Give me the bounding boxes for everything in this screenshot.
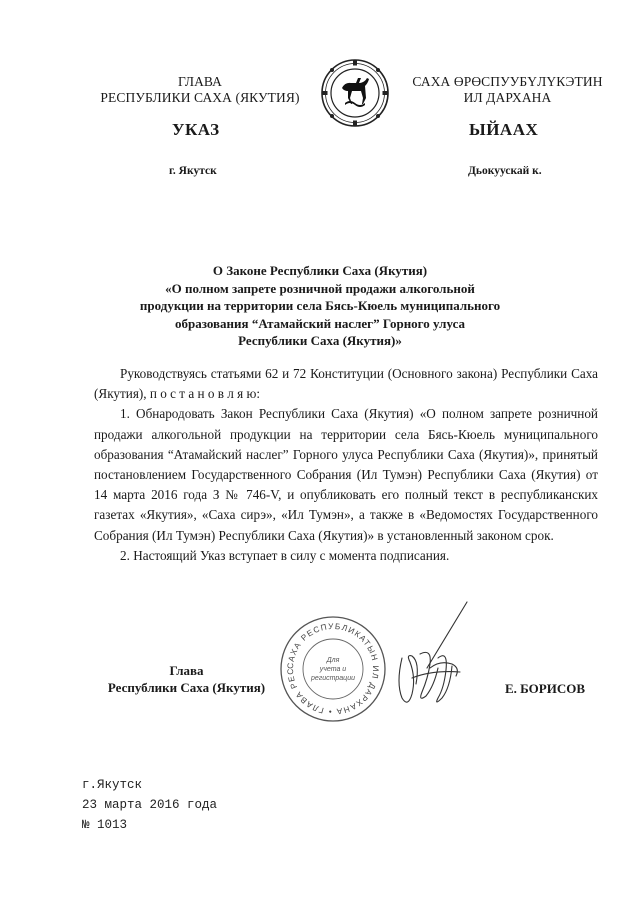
header-left-title: ГЛАВА bbox=[177, 74, 223, 89]
signatory-position-line-2: Республики Саха (Якутия) bbox=[107, 680, 266, 695]
decree-body bbox=[94, 364, 598, 566]
signature-icon bbox=[372, 598, 492, 718]
signatory-position bbox=[94, 662, 279, 696]
preamble-paragraph: Руководствуясь статьями 62 и 72 Конституции (Основного закона) Республики Саха (Якутия), п о с т а н о в л я ю: bbox=[94, 366, 598, 402]
city-sah: Дьокуускай к. bbox=[468, 165, 542, 177]
registration-city: г.Якутск bbox=[82, 778, 143, 792]
decree-title bbox=[0, 262, 640, 350]
item-2-paragraph: 2. Настоящий Указ вступает в силу с момента подписания. bbox=[120, 547, 450, 563]
registration-date: 23 марта 2016 года bbox=[82, 798, 218, 812]
header-left bbox=[90, 74, 310, 106]
header-left-subtitle: РЕСПУБЛИКИ САХА (ЯКУТИЯ) bbox=[100, 90, 300, 105]
header-right-title: САХА ӨРӨСПУУБҮЛҮКЭТИН bbox=[412, 74, 603, 89]
coat-of-arms-emblem bbox=[320, 58, 390, 128]
header-right-subtitle: ИЛ ДАРХАНА bbox=[463, 90, 552, 105]
signatory-name: Е. БОРИСОВ bbox=[505, 681, 586, 696]
title-line-2: «О полном запрете розничной продажи алкогольной bbox=[165, 280, 475, 296]
stamp-center-line-3: регистрации bbox=[311, 675, 355, 682]
stamp-ring-text: САХА РЕСПУБЛИКАТЫН ИЛ ДАРХАНА • ГЛАВА РЕС bbox=[285, 621, 381, 717]
title-line-1: О Законе Республики Саха (Якутия) bbox=[212, 263, 428, 278]
coat-of-arms-icon bbox=[320, 58, 390, 128]
stamp-center-line-2: учета и bbox=[319, 666, 347, 673]
registration-block bbox=[82, 775, 217, 835]
header-right bbox=[400, 74, 615, 106]
title-line-4: образования “Атамайский наслег” Горного улуса bbox=[174, 315, 466, 331]
signatory-position-line-1: Глава bbox=[169, 663, 204, 678]
title-line-3: продукции на территории села Бясь-Кюель муниципального bbox=[139, 298, 501, 313]
city-ru: г. Якутск bbox=[169, 165, 217, 177]
stamp-center-line-1: Для bbox=[326, 657, 340, 664]
registration-number: № 1013 bbox=[82, 818, 128, 832]
title-line-5: Республики Саха (Якутия)» bbox=[238, 333, 402, 348]
decree-type-sah: ЫЙААХ bbox=[469, 120, 539, 139]
decree-type-ru: УКАЗ bbox=[172, 120, 220, 139]
handwritten-signature bbox=[372, 598, 492, 718]
item-1-paragraph: 1. Обнародовать Закон Республики Саха (Якутия) «О полном запрете розничной продажи алкогольной продукции на территории села Бясь-Кюель муниципального образования “Атамайский наслег” Горного улуса Республики Саха (Якутия)», принятый постановлением Государственного Собрания (Ил Тумэн) Республики Саха (Якутия) от 14 марта 2016 года З № 746-V, и опубликовать его полный текст в республиканских газетах «Якутия», «Саха сирэ», «Ил Тумэн», а также в «Ведомостях Государственного Собрания (Ил Тумэн) Республики Саха (Якутия)» в установленный законом срок. bbox=[94, 406, 598, 543]
